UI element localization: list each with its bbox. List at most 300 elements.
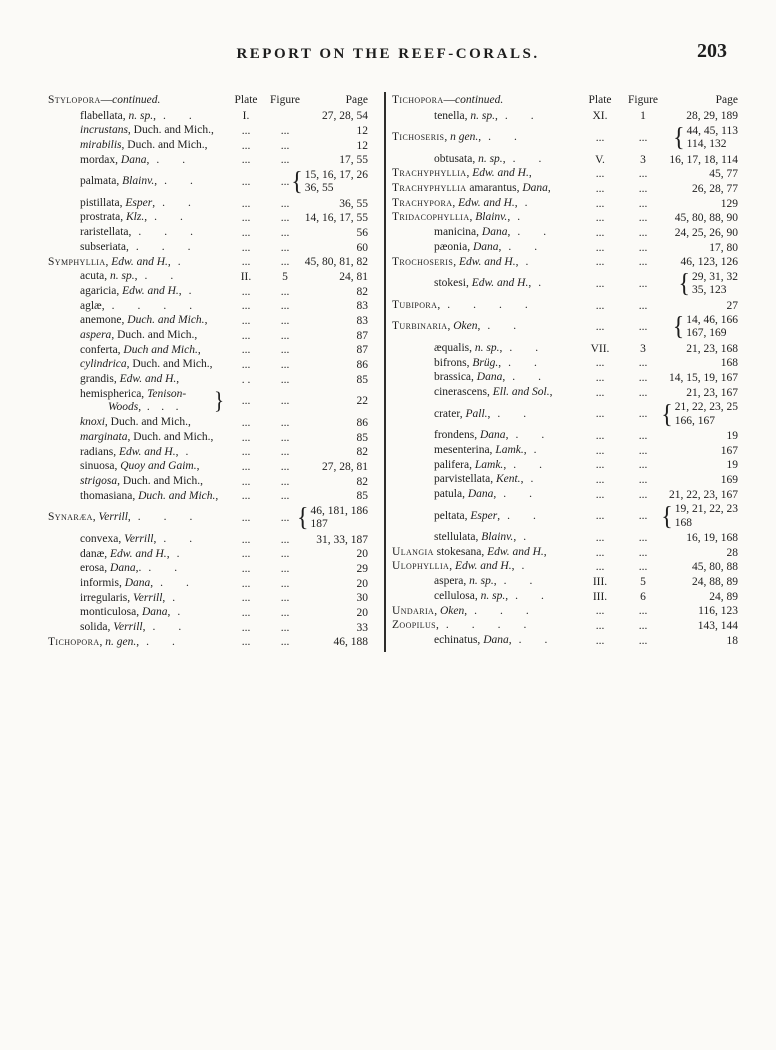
text-segment: ,: [477, 320, 481, 333]
text-segment: Oken: [439, 604, 465, 617]
text-segment: ,: [508, 633, 512, 646]
plate-cell: ...: [595, 408, 605, 421]
entry-name: [48, 511, 192, 525]
index-row: [48, 109, 368, 124]
text-segment: Edw. and H.: [122, 284, 179, 297]
page-cell: 46, 188: [333, 636, 368, 649]
text-segment: Ulophyllia: [392, 560, 450, 573]
plate-cell: ...: [241, 592, 251, 605]
figure-cell: ...: [638, 241, 648, 254]
index-row: [48, 255, 368, 270]
leader-dots: . .: [154, 211, 183, 224]
plate-cell: ...: [241, 154, 251, 167]
entry-name: [392, 531, 526, 545]
plate-cell: XI.: [592, 110, 608, 123]
text-segment: informis,: [80, 576, 125, 589]
page-cell: 167: [720, 444, 738, 457]
index-row: [392, 255, 738, 270]
index-row: [48, 635, 368, 650]
opening-brace: {: [672, 313, 685, 342]
entry-name: [48, 154, 185, 168]
text-segment: ,: [134, 270, 138, 283]
page-cell: 83: [356, 300, 368, 313]
text-segment: Duch. and Mich.: [127, 314, 205, 327]
text-segment: ,: [493, 575, 497, 588]
page-line: 168: [674, 516, 692, 529]
page-cell: [673, 125, 738, 151]
index-row: [48, 430, 368, 445]
entry-name: [48, 606, 180, 620]
figure-cell: ...: [638, 277, 648, 290]
leader-dots: . .: [148, 562, 178, 575]
text-segment: Dana: [522, 182, 548, 195]
page-cell: 24, 88, 89: [692, 575, 738, 588]
text-segment: , Duch. and Mich.,: [117, 474, 203, 487]
text-segment: cellulosa,: [434, 589, 481, 602]
page-cell: 22: [356, 395, 368, 408]
text-segment: ,: [146, 153, 150, 166]
index-row: [48, 138, 368, 153]
entry-name: [392, 320, 516, 334]
column-title: [392, 94, 503, 106]
text-segment: æqualis,: [434, 341, 475, 354]
page-cell: 45, 80, 81, 82: [304, 256, 368, 269]
entry-name: [392, 357, 537, 371]
page-cell: 28, 29, 189: [686, 110, 738, 123]
text-segment: ,: [507, 226, 511, 239]
figure-cell: ...: [638, 131, 648, 144]
text-segment: ,: [176, 373, 180, 386]
text-segment: aspera: [80, 328, 112, 341]
plate-cell: ...: [241, 329, 251, 342]
page-cell: 45, 80, 88, 90: [674, 212, 738, 225]
figure-cell: ...: [638, 488, 648, 501]
text-segment: marginata: [80, 430, 128, 443]
closing-brace: }: [214, 387, 225, 415]
text-segment: Quoy and Gaim.: [120, 460, 197, 473]
text-segment: ,: [502, 152, 506, 165]
text-segment: ,: [511, 560, 515, 573]
figure-cell: 3: [640, 342, 646, 355]
text-segment: ,: [153, 532, 157, 545]
text-segment: n. sp.: [469, 575, 494, 588]
figure-cell: ...: [280, 125, 290, 138]
page-cell: 116, 123: [698, 605, 738, 618]
page-cell: 87: [356, 344, 368, 357]
plate-cell: I.: [242, 110, 250, 123]
text-segment: Tichopora: [48, 635, 100, 648]
leader-dots: . .: [517, 226, 547, 239]
page-line: 36, 55: [304, 182, 334, 194]
text-segment: conferta,: [80, 343, 124, 356]
entry-name: [48, 314, 207, 328]
text-segment: Turbinaria: [392, 320, 448, 333]
text-segment: manicina,: [434, 226, 482, 239]
text-segment: ,: [447, 320, 454, 333]
index-row: [392, 182, 738, 197]
leader-dots: . .: [508, 356, 537, 369]
text-segment: ,: [197, 343, 201, 356]
figure-cell: ...: [638, 620, 648, 633]
entry-name: [392, 153, 541, 167]
index-row: [392, 385, 738, 400]
text-segment: frondens,: [434, 429, 480, 442]
text-segment: crater,: [434, 407, 466, 420]
index-row: [392, 619, 738, 634]
plate-cell: ...: [241, 256, 251, 269]
text-segment: ,: [127, 511, 131, 524]
entry-name: [392, 444, 537, 458]
text-segment: continued.: [112, 94, 161, 106]
text-segment: Trochoseris: [392, 255, 454, 268]
figure-cell: 1: [640, 110, 646, 123]
index-row: [392, 240, 738, 255]
page-cell: 18: [726, 634, 738, 647]
leader-dots: .: [188, 284, 192, 297]
figure-cell: ...: [280, 621, 290, 634]
page-cell: 24, 89: [709, 590, 738, 603]
text-segment: , Duch. and Mich.,: [111, 328, 198, 341]
leader-dots: .: [538, 277, 542, 290]
page-cell: 28: [726, 546, 738, 559]
text-segment: stellulata,: [434, 531, 482, 544]
figure-cell: ...: [638, 256, 648, 269]
figure-cell: ...: [280, 226, 290, 239]
plate-cell: ...: [595, 510, 605, 523]
text-segment: Oken: [453, 320, 478, 333]
page-cell: 30: [356, 592, 368, 605]
page-cell: 29: [356, 563, 368, 576]
figure-cell: ...: [280, 373, 290, 386]
entry-name: [392, 110, 534, 124]
index-row: [48, 562, 368, 577]
plate-cell: ...: [595, 212, 605, 225]
entry-name: [48, 226, 193, 240]
text-segment: pæonia,: [434, 240, 473, 253]
plate-cell: ...: [241, 636, 251, 649]
text-segment: ,: [505, 589, 509, 602]
plate-cell: ...: [241, 577, 251, 590]
text-segment: ,: [514, 196, 518, 209]
page-cell: 168: [720, 357, 738, 370]
page-cell: 33: [356, 621, 368, 634]
column-header-figure: Figure: [627, 94, 659, 106]
page-cell: 24, 25, 26, 90: [674, 226, 738, 239]
text-segment: Dana: [141, 606, 168, 619]
text-segment: ,: [547, 182, 551, 195]
page-cell: 17, 80: [709, 241, 738, 254]
leader-dots: . .: [512, 371, 541, 384]
leader-dots: .: [524, 196, 528, 209]
text-segment: ,: [515, 255, 519, 268]
figure-cell: ...: [638, 474, 648, 487]
figure-cell: ...: [280, 533, 290, 546]
page-lines: [686, 314, 738, 340]
opening-brace: {: [661, 502, 673, 531]
text-segment: acuta,: [80, 270, 111, 283]
page-cell: 85: [356, 431, 368, 444]
index-row: [392, 167, 738, 182]
text-segment: n. sp.: [128, 109, 154, 122]
page-cell: 85: [356, 373, 368, 386]
plate-cell: ...: [241, 461, 251, 474]
index-row: [392, 341, 738, 356]
text-segment: ,: [507, 211, 511, 224]
entry-name: [48, 270, 173, 284]
text-segment: Edw. and H.: [454, 560, 512, 573]
plate-cell: ...: [241, 548, 251, 561]
leader-dots: .: [177, 255, 181, 268]
page-lines: [311, 505, 369, 531]
entry-name: [392, 131, 517, 145]
page-cell: 26, 28, 77: [692, 182, 738, 195]
text-segment: ,: [520, 473, 524, 486]
plate-cell: . .: [241, 373, 251, 386]
opening-brace: {: [678, 269, 690, 298]
figure-cell: ...: [280, 592, 290, 605]
plate-cell: ...: [595, 168, 605, 181]
index-row: [392, 502, 738, 531]
page-cell: 82: [356, 475, 368, 488]
page-cell: 46, 123, 126: [680, 256, 738, 269]
figure-cell: ...: [280, 636, 290, 649]
text-segment: Dana: [124, 576, 151, 589]
text-segment: ,: [153, 109, 157, 122]
figure-cell: ...: [280, 431, 290, 444]
text-segment: Edw. and H.: [487, 545, 544, 558]
figure-cell: ...: [638, 212, 648, 225]
plate-cell: ...: [241, 417, 251, 430]
text-segment: Dana: [120, 153, 147, 166]
text-segment: Dana: [467, 487, 494, 500]
plate-cell: ...: [595, 277, 605, 290]
page-cell: 45, 80, 88: [692, 561, 738, 574]
text-segment: ,: [466, 167, 473, 180]
page-cell: 27, 28, 81: [322, 461, 368, 474]
column-header-page: Page: [345, 94, 368, 106]
text-segment: ,: [513, 531, 517, 544]
text-segment: continued.: [455, 94, 504, 106]
entry-name: [48, 175, 193, 189]
text-segment: Tubipora: [392, 298, 438, 311]
text-segment: ,: [523, 443, 527, 456]
entry-name: [48, 110, 192, 124]
plate-cell: ...: [241, 197, 251, 210]
index-row: [392, 560, 738, 575]
plate-cell: ...: [595, 321, 605, 334]
plate-cell: VII.: [590, 342, 610, 355]
text-segment: palmata,: [80, 175, 123, 188]
page-cell: 82: [356, 285, 368, 298]
index-row: [392, 575, 738, 590]
text-segment: Edw. and H.: [471, 277, 529, 290]
index-row: [392, 211, 738, 226]
index-row: [392, 443, 738, 458]
text-segment: ,: [437, 298, 441, 311]
index-row: [392, 109, 738, 124]
page-cell: 36, 55: [339, 197, 368, 210]
plate-cell: ...: [595, 429, 605, 442]
entry-name: [392, 510, 536, 524]
page-cell: [661, 401, 738, 427]
text-segment: Trachypora: [392, 196, 453, 209]
figure-cell: ...: [280, 241, 290, 254]
leader-dots: . .: [487, 320, 517, 333]
text-segment: subseriata,: [80, 240, 129, 253]
text-segment: Tenison-: [147, 387, 187, 400]
entry-name: [392, 590, 544, 604]
text-segment: agaricia,: [80, 284, 123, 297]
leader-dots: . . . .: [447, 298, 528, 311]
plate-cell: ...: [241, 563, 251, 576]
leader-dots: . .: [509, 341, 539, 354]
leader-dots: . .: [497, 407, 527, 420]
text-segment: Ulangia: [392, 545, 434, 558]
leader-dots: . .: [504, 109, 534, 122]
page-cell: 21, 23, 167: [686, 386, 738, 399]
text-segment: Stylopora: [48, 94, 101, 106]
text-segment: Dana: [483, 633, 509, 646]
index-row: [48, 284, 368, 299]
text-segment: Trachyphyllia: [392, 182, 467, 195]
text-segment: Tichopora: [392, 94, 444, 106]
text-segment: obtusata,: [434, 152, 479, 165]
text-segment: irregularis,: [80, 591, 134, 604]
text-segment: peltata,: [434, 509, 471, 522]
page-line: 21, 22, 23, 25: [674, 401, 738, 414]
text-segment: , Duch. and Mich.,: [126, 358, 213, 371]
plate-cell: ...: [595, 459, 605, 472]
index-row: [48, 168, 368, 197]
text-segment: , Duch. and Mich.,: [127, 430, 214, 443]
column-header-page: Page: [715, 94, 738, 106]
leader-dots: . .: [146, 635, 175, 648]
text-segment: Verrill: [98, 511, 128, 524]
leader-dots: .: [525, 255, 529, 268]
text-segment: Duch and Mich.: [123, 343, 198, 356]
plate-cell: ...: [595, 357, 605, 370]
entry-name: [48, 373, 179, 387]
index-row: [48, 153, 368, 168]
index-row: [392, 400, 738, 429]
text-segment: Duch. and Mich.: [138, 489, 216, 502]
text-segment: anemone,: [80, 314, 128, 327]
text-segment: parvistellata,: [434, 473, 496, 486]
entry-name-line2: [80, 401, 186, 415]
figure-cell: ...: [280, 176, 290, 188]
text-segment: ,: [92, 511, 99, 524]
text-segment: , Duch. and Mich.,: [104, 416, 191, 429]
text-segment: brassica,: [434, 371, 477, 384]
figure-cell: 6: [640, 590, 646, 603]
index-row: [48, 460, 368, 475]
figure-cell: ...: [280, 446, 290, 459]
entry-name: [392, 634, 547, 648]
page-cell: 14, 15, 19, 167: [669, 372, 738, 385]
figure-cell: 5: [640, 575, 646, 588]
page-lines: [675, 503, 738, 529]
page-cell: 21, 23, 168: [686, 342, 738, 355]
index-row: [48, 240, 368, 255]
figure-cell: ...: [280, 285, 290, 298]
page-line: 29, 31, 32: [692, 270, 738, 283]
entry-name: [48, 562, 177, 576]
column-title: [48, 94, 160, 106]
text-segment: ,: [215, 489, 219, 502]
leader-dots: .: [517, 211, 521, 224]
text-segment: mesenterina,: [434, 443, 496, 456]
plate-cell: ...: [241, 395, 251, 408]
plate-cell: ...: [241, 359, 251, 372]
page-line: 15, 16, 17, 26: [304, 168, 368, 181]
page-lines: [675, 401, 738, 427]
index-row: [48, 504, 368, 533]
text-segment: ,: [175, 445, 179, 458]
text-segment: Dana: [110, 562, 136, 575]
leader-dots: . .: [162, 196, 191, 209]
entry-name: [392, 408, 526, 422]
text-segment: Blainv.: [475, 211, 508, 224]
page-cell: 20: [356, 577, 368, 590]
entry-name: [392, 241, 537, 255]
text-segment: bifrons,: [434, 356, 473, 369]
entry-name: [392, 299, 528, 313]
plate-cell: ...: [241, 241, 251, 254]
page-cell: 87: [356, 329, 368, 342]
text-segment: tenella,: [434, 109, 471, 122]
index-row: [48, 358, 368, 373]
text-segment: aglæ,: [80, 299, 105, 312]
leader-dots: . .: [513, 458, 542, 471]
index-row: [392, 545, 738, 560]
text-segment: n. sp.: [110, 270, 135, 283]
page-line: 35, 123: [692, 283, 727, 296]
text-segment: ,: [478, 131, 482, 144]
entry-name: [48, 577, 189, 591]
index-row: [48, 591, 368, 606]
entry-name: [48, 548, 179, 562]
figure-cell: ...: [280, 256, 290, 269]
plate-cell: ...: [595, 620, 605, 633]
page-cell: 19: [726, 429, 738, 442]
figure-cell: ...: [280, 315, 290, 328]
plate-cell: ...: [241, 125, 251, 138]
index-row: [48, 270, 368, 285]
index-row: [48, 226, 368, 241]
text-segment: Woods,: [108, 401, 142, 414]
text-segment: radians,: [80, 445, 119, 458]
page-number: 203: [697, 40, 727, 62]
index-row: [48, 620, 368, 635]
text-segment: Esper: [125, 196, 153, 209]
figure-cell: ...: [638, 357, 648, 370]
figure-cell: ...: [638, 561, 648, 574]
entry-name: [392, 429, 544, 443]
text-segment: Verrill: [113, 620, 143, 633]
figure-cell: ...: [280, 548, 290, 561]
index-row: [48, 547, 368, 562]
text-segment: ,: [166, 547, 170, 560]
index-row: [48, 387, 368, 416]
index-column-right: [392, 93, 738, 648]
leader-dots: . . .: [135, 240, 191, 253]
text-segment: Edw. and H.: [458, 196, 515, 209]
leader-dots: . .: [503, 575, 533, 588]
page-cell: [291, 169, 368, 195]
column-header-plate: Plate: [588, 94, 612, 106]
leader-dots: .: [176, 547, 180, 560]
column-header-row: [48, 93, 368, 109]
